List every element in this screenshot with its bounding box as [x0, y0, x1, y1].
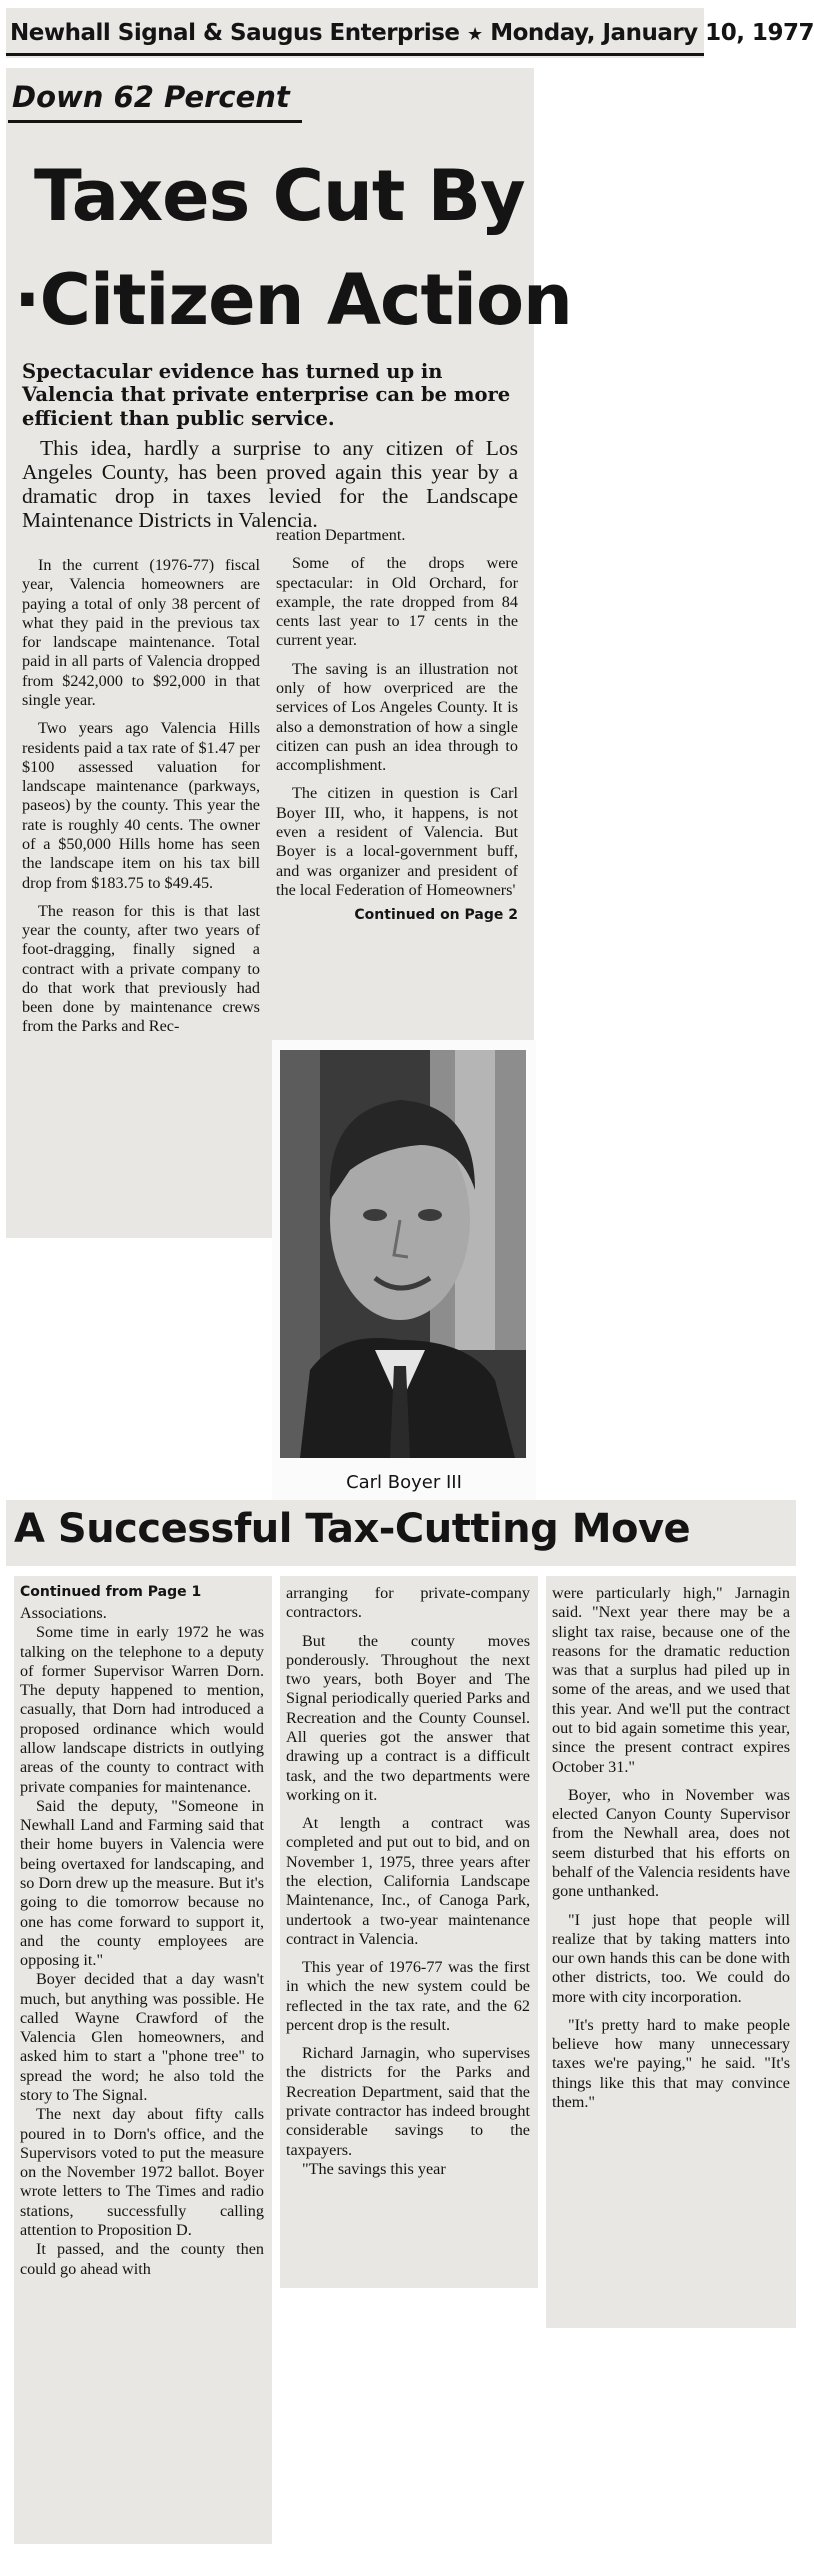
continued-from-label: Continued from Page 1	[20, 1584, 202, 1600]
paragraph: At length a contract was completed and put out to bid, and on November 1, 1975, three years after the election, California Landscape Maintenance, Inc., of Canoga Park, undertook a two-year maintenance contract in Valencia.	[286, 1814, 530, 1948]
article2-headline-clip	[6, 1500, 796, 1566]
masthead-rule	[6, 53, 704, 56]
paragraph: reation Department.	[276, 526, 406, 544]
paragraph: In the current (1976-77) fiscal year, Valencia homeowners are paying a total of only 38 percent of what they paid in the previous tax for landscape maintenance. Total paid in all parts of Valencia dropped from $242,000 to $92,000 in that single year.	[22, 556, 260, 709]
paragraph: Richard Jarnagin, who supervises the districts for the Parks and Recreation Department, said that the private contractor has indeed brought considerable savings to the taxpayers.	[286, 2044, 530, 2159]
paragraph: Some of the drops were spectacular: in Old Orchard, for example, the rate dropped from 84 cents last year to 17 cents in the current year.	[276, 554, 518, 650]
paragraph: Two years ago Valencia Hills residents paid a tax rate of $1.47 per $100 assessed valuation for landscape maintenance (parkways, paseos) by the county. This year the rate is roughly 40 cents. The owner of a $50,000 Hills home has seen the landscape item on his tax bill drop from $183.75 to $49.45.	[22, 719, 260, 892]
kicker-rule	[8, 120, 302, 123]
paragraph: Boyer decided that a day wasn't much, but anything was possible. He called Wayne Crawford of the Valencia Glen homeowners, and asked him to start a "phone tree" to spread the word; he also told the story to The Signal.	[20, 1970, 264, 2105]
photo-caption: Carl Boyer III	[346, 1472, 462, 1493]
article2-column-1	[20, 1604, 264, 2279]
issue-date: Monday, January 10, 1977	[490, 20, 814, 46]
paragraph: "The savings this year	[302, 2159, 446, 2178]
article1-column-2	[276, 526, 518, 924]
paragraph: "I just hope that people will realize that by taking matters into our own hands this can be done with other districts, too. We could do more with city incorporation.	[552, 1910, 790, 2006]
article2-column-2	[286, 1584, 530, 2188]
deck: Spectacular evidence has turned up in Valencia that private enterprise can be more efficient than public service.	[22, 360, 511, 430]
headline-line-2: ·Citizen Action	[14, 259, 572, 341]
article2-headline: A Successful Tax-Cutting Move	[14, 1506, 691, 1552]
portrait-photo	[280, 1050, 526, 1458]
paragraph: The citizen in question is Carl Boyer III, who, it happens, is not even a resident of Valencia. But Boyer is a local-government buff, and was organizer and president of the local Federation of Homeowners'	[276, 784, 518, 899]
star-icon: ★	[467, 24, 483, 45]
article2-column-3-clip	[546, 1576, 796, 2328]
article2-column-2-clip	[280, 1576, 538, 2288]
paragraph: Associations.	[20, 1604, 107, 1622]
paragraph: were particularly high," Jarnagin said. "Next year there may be a slight tax raise, because one of the reasons for the dramatic reduction was that a surplus had piled up in some of the areas, and we used that this year. And we'll put the contract out to bid again sometime this year, since the present contract expires October 31."	[552, 1584, 790, 1776]
paragraph: The saving is an illustration not only of how overpriced are the services of Los Angeles County. It is also a demonstration of how a single citizen can push an idea through to accomplishment.	[276, 659, 518, 775]
paragraph: But the county moves ponderously. Throughout the next two years, both Boyer and The Signal periodically queried Parks and Recreation and the County Counsel. All queries got the answer that drawing up a contract is a difficult task, and the two departments were working on it.	[286, 1631, 530, 1804]
photo-box	[272, 1040, 536, 1510]
continued-on-label: Continued on Page 2	[354, 907, 518, 924]
article2-column-3	[552, 1584, 790, 2121]
headline-line-1: Taxes Cut By	[34, 155, 525, 237]
paragraph: This year of 1976-77 was the first in which the new system could be reflected in the tax rate, and the 62 percent drop is the result.	[286, 1958, 530, 2034]
paragraph: The reason for this is that last year the county, after two years of foot-dragging, finally signed a contract with a private company to do that work that previously had been done by maintenance crews from the Parks and Rec-	[22, 901, 260, 1036]
paragraph: Said the deputy, "Someone in Newhall Land and Farming said that their home buyers in Valencia were being overtaxed for landscaping, and so Dorn drew up the measure. But it's going to die tomorrow because no one has come forward to support it, and the county employees are opposing it."	[20, 1796, 264, 1970]
paper-name: Newhall Signal & Saugus Enterprise	[10, 20, 460, 46]
article1-column-1	[22, 556, 260, 1046]
paragraph: Boyer, who in November was elected Canyon County Supervisor from the Newhall area, does not seem disturbed that his efforts on behalf of the Valencia residents have gone unthanked.	[552, 1785, 790, 1901]
paragraph: arranging for private-company contractors.	[286, 1584, 530, 1622]
kicker: Down 62 Percent	[12, 80, 290, 114]
masthead	[10, 20, 814, 46]
paragraph: It passed, and the county then could go ahead with	[20, 2240, 264, 2278]
lead-paragraph: This idea, hardly a surprise to any citizen of Los Angeles County, has been proved again this year by a dramatic drop in taxes levied for the Landscape Maintenance Districts in Valencia.	[22, 436, 518, 533]
paragraph: The next day about fifty calls poured in to Dorn's office, and the Supervisors voted to put the measure on the November 1972 ballot. Boyer wrote letters to The Times and radio stations, successfully calling attention to Proposition D.	[20, 2105, 264, 2239]
article2-column-1-clip	[14, 1576, 272, 2544]
masthead-clip	[6, 8, 814, 58]
paragraph: Some time in early 1972 he was talking on the telephone to a deputy of former Supervisor Warren Dorn. The deputy happened to mention, casually, that Dorn had introduced a proposed ordinance which would allow landscape districts in outlying areas of the county to contract with private companies for maintenance.	[20, 1623, 264, 1796]
paragraph: "It's pretty hard to make people believe how many unnecessary taxes we're paying," he said. "It's things like this that may convince them."	[552, 2015, 790, 2112]
